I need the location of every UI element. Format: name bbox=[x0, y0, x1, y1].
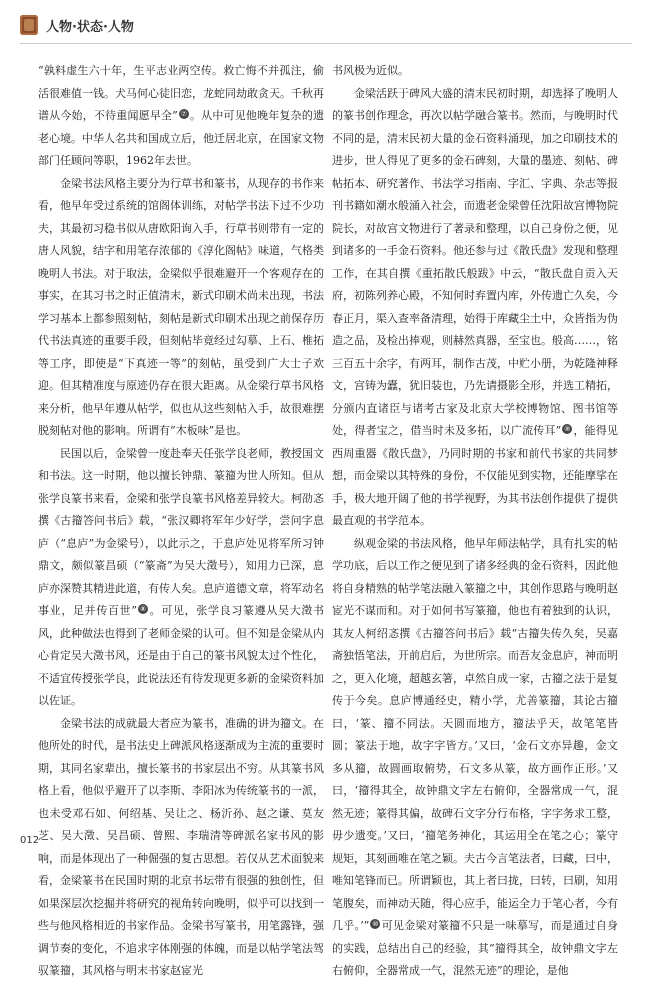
section-title: 人物·状态·人物 bbox=[46, 19, 134, 35]
left-column bbox=[38, 60, 324, 983]
header-divider bbox=[20, 43, 632, 44]
page-header bbox=[20, 14, 134, 36]
paragraph: 纵观金梁的书法风格，他早年师法帖学，具有扎实的帖学功底，后以工作之便见到了诸多经典的金石资料，因此他将自身精熟的帖学笔法融入篆籀之中，其创作思路与晚明赵宧光不谋而和。对于如何书写篆籀，他也有着独到的认识，其友人柯绍忞撰《古籀答问书后》载“古籀失传久矣，吴嘉斋独悟笔法，开前启后，为世所宗。而吾友金息庐，神而明之，更入化境，超越玄箸，卓然自成一家，古籀之法于是复传于今矣。息庐博通经史，精小学，尤善篆籀，其论古籀曰，‘篆、籀不同法。天圆而地方，籀法乎天，故笔笔皆圆；篆法于地，故字字皆方。’又曰，‘金石文亦异趣，金文多从籀，故圆画取俯势，石文多从篆，故方画作正形。’又曰，‘籀得其全，故钟鼎文字左右俯仰，全器常成一气，混然无迹；篆得其偏，故碑石文字分行布格，字字务求工整，毋少遗变。’又曰，‘籀笔务神化，其运用全在笔之心；篆守规矩，其刻画唯在笔之颖。夫古今言笔法者，曰藏，曰中，唯知笔锋而已。所谓颖也，其上者曰拢，曰转，曰刷，知用笔腹矣，而神动天随，得心应手，能运全力于笔心者，今有几乎。’” ⑩ 可见金梁对篆籀不只是一味摹写，而是通过自身的实践，总结出自己的经验，其“籀得其全，故钟鼎文字左右俯仰，全器常成一气，混然无迹”的理论，是他 bbox=[332, 536, 618, 977]
right-column bbox=[332, 60, 618, 983]
paragraph: 书风极为近似。 bbox=[332, 64, 409, 77]
footnote-marker: ⑩ bbox=[372, 920, 379, 928]
paragraph: 金梁书法的成就最大者应为篆书，准确的讲为籀文。在他所处的时代，是书法史上碑派风格逐渐成为主流的重要时期，其同名家辈出，擅长篆书的书家层出不穷。从其篆书风格上看，他似乎避开了以李斯、李阳冰为传统篆书的一派，也未受邓石如、何绍基、吴让之、杨沂孙、赵之谦、莫友芝、吴大澂、吴昌硕、曾熙、李瑞清等碑派名家书风的影响，而是体现出了一种倔强的复古思想。若仅从艺术面貌来看，金梁篆书在民国时期的北京书坛带有很强的独创性，但如果深层次挖掘并将研究的视角转向晚明，似乎可以找到一些与他风格相近的书家作品。金梁书写篆书，用笔露锋，强调节奏的变化，不追求字体刚强的体魄，而是以帖学笔法驾驭篆籀，其风格与明末书家赵宧光 bbox=[38, 716, 324, 977]
page-number: 012 bbox=[20, 835, 40, 846]
footnote-marker: ⑦ bbox=[180, 110, 187, 118]
paragraph: 金梁书法风格主要分为行草书和篆书，从现存的书作来看，他早年受过系统的馆阁体训练，对帖学书法下过不少功夫，其最初习稳书似从唐欧阳询入手，行草书则带有一定的唐人风貌，结字和用笔存浓郁的《淳化阁帖》味道，气格类晚明人书法。对于取法，金梁似乎很难避开一个客观存在的事实，在其习书之时正值清末，新式印刷术尚未出现，书法学习基本上都参照刻帖，刻帖是新式印刷术出现之前保存历代书法真迹的重要手段，但刻帖毕竟经过勾摹、上石、椎拓等工序，即使是“下真迹一等”的刻帖，虽受到广大士子欢迎。但其精准度与原迹仍存在很大距离。从金梁行草书风格来分析，他早年遵从帖学，似也从这些刻帖入手，故很难摆脱刻帖对他的影响。所谓有“木板味”是也。 bbox=[38, 176, 324, 437]
footnote-marker: ⑨ bbox=[564, 425, 571, 433]
paragraph: 民国以后，金梁曾一度赴奉天任张学良老师，教授国文和书法。这一时期，他以擅长钟鼎、篆籀为世人所知。但从张学良篆书来看，金梁和张学良篆书风格差异较大。柯劭忞撰《古籀答问书后》载，“张汉卿将军年少好学，尝问字息庐（“息庐”为金梁号），以此示之，于息庐处见将军所习钟鼎文，颇似篆昌硕（“篆斋”为吴大澂号），知用力已深，息庐亦深赞其精进此道，有传人矣。息庐道德文章，将军动名事业，足并传百世” ⑧ 。可见，张学良习篆遵从吴大澂书风，此种做法也得到了老师金梁的认可。但不知是金梁从内心肯定吴大澂书风，还是由于自己的篆书风貌太过个性化，不适宜传授张学良，此说法还有待发现更多新的金梁资料加以佐证。 bbox=[38, 446, 325, 707]
footnote-marker: ⑧ bbox=[139, 605, 147, 613]
paragraph: “孰料虚生六十年，生平志业两空传。救亡悔不并孤注，偷活很难值一钱。犬马何心徒旧恋，龙蛇同劫敢贪天。千秋再谱从今始，不待重闻愿早全” ⑦ 。从中可见他晚年复杂的遗老心境。中华人名共和国成立后，他迁居北京，在国家文物部门任顾问等职，1962年去世。 bbox=[38, 64, 324, 167]
magazine-logo-icon bbox=[20, 15, 38, 35]
paragraph: 金梁活跃于碑风大盛的清末民初时期，却选择了晚明人的篆书创作理念，再次以帖学融合篆书。然而，与晚明时代不同的是，清末民初大量的金石资料涌现，加之印刷技术的进步，世人得见了更多的金石碑刻，大量的墨迹、刻帖、碑帖拓本、研究著作、书法学习指南、字汇、字典、杂志等报刊书籍如潮水般涌入社会，而遗老金梁曾任沈阳故宫博物院院长，对故宫文物进行了著录和整理，以自己身份之便，见到诸多的一手金石资料。他还参与过《散氏盘》发现和整理工作，在其自撰《重拓散氏般跋》中云，“散氏盘自贡入天府，初陈列养心殿，不知何时弃置内库，外传遗亡久矣，今春正月，渠入查率备清理，始得于库藏尘土中，众皆指为伪造之品，及检出捧观，则赫然真器，至宝也。般高……，铭三百五十余字，有两耳，制作古茂，中贮小册，为乾隆神释文，宫铸为蠹，犹旧装也，乃先请摄影全形，并选工精拓，分颁内直诸臣与诸考古家及北京大学校博物馆、图书馆等处，得者宝之，借当时未及多拓，以广流传耳” ⑨ ，能得见西周重器《散氏盘》，乃同时期的书家和前代书家的共同梦想，而金梁以其特殊的身份，不仅能见到实物，还能摩挲在手，极大地开阔了他的书学视野，为其书法创作提供了提供最直观的书学范本。 bbox=[332, 86, 619, 527]
